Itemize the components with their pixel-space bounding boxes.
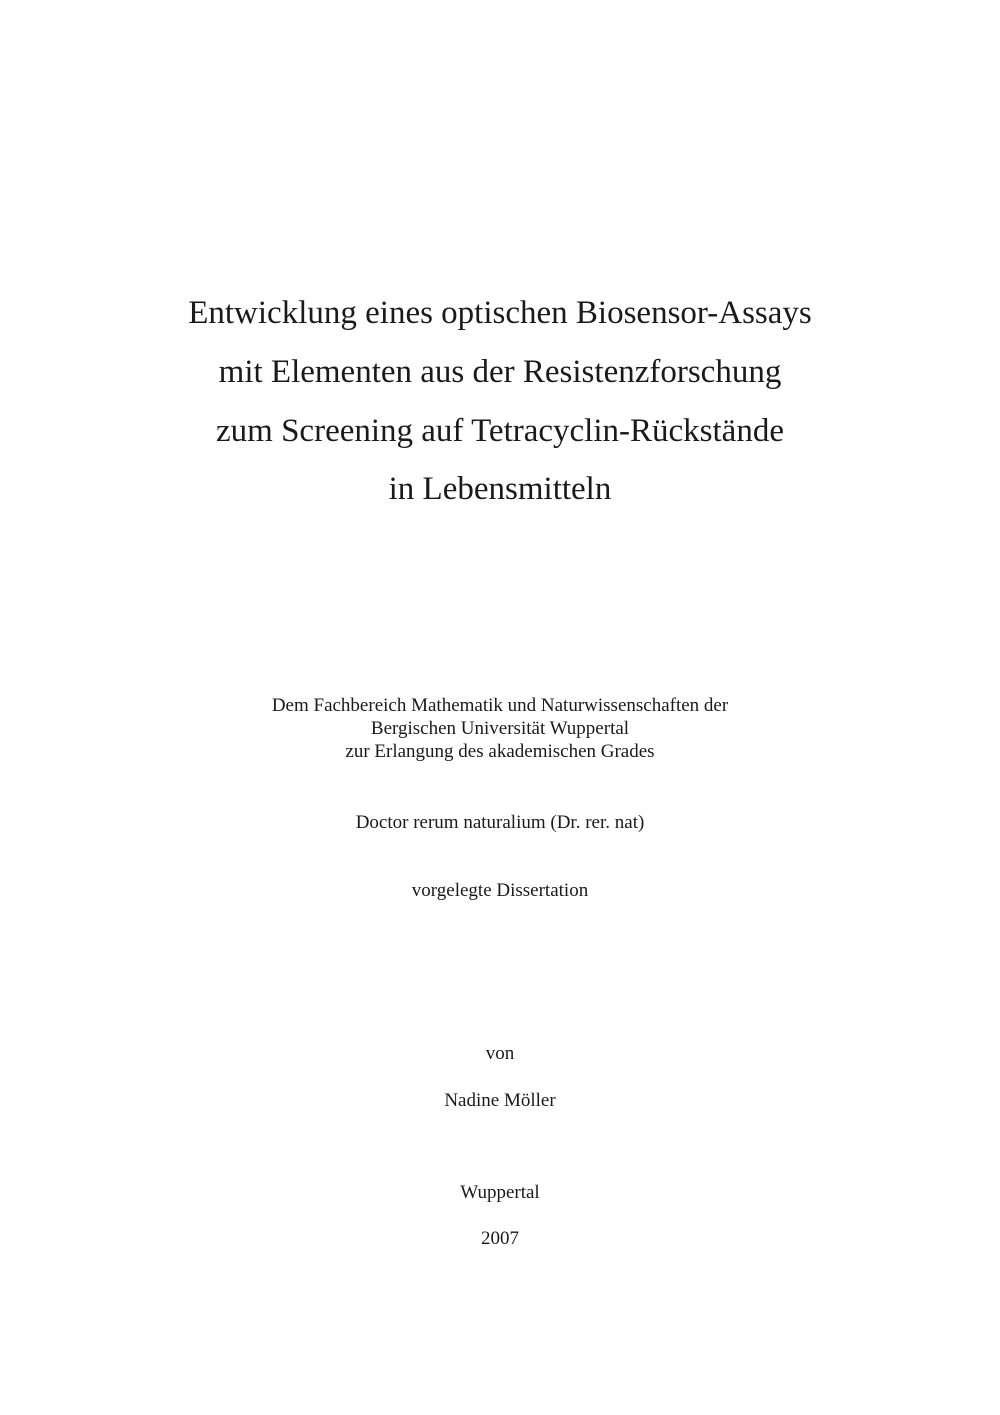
title-line-4: in Lebensmitteln — [388, 471, 612, 507]
title-line-1: Entwicklung eines optischen Biosensor-Assays — [188, 295, 812, 331]
title-line-3: zum Screening auf Tetracyclin-Rückstände — [216, 413, 784, 449]
degree-title: Doctor rerum naturalium (Dr. rer. nat) — [355, 812, 645, 833]
title-line-2: mit Elementen aus der Resistenzforschung — [218, 354, 782, 390]
author-name: Nadine Möller — [444, 1090, 556, 1111]
document-type: vorgelegte Dissertation — [411, 880, 589, 901]
year: 2007 — [481, 1228, 519, 1249]
submission-line-1: Dem Fachbereich Mathematik und Naturwissenschaften der — [271, 695, 729, 716]
submission-line-2: Bergischen Universität Wuppertal — [370, 718, 630, 739]
submission-line-3: zur Erlangung des akademischen Grades — [345, 741, 655, 762]
place: Wuppertal — [460, 1182, 540, 1203]
author-by: von — [485, 1043, 515, 1064]
